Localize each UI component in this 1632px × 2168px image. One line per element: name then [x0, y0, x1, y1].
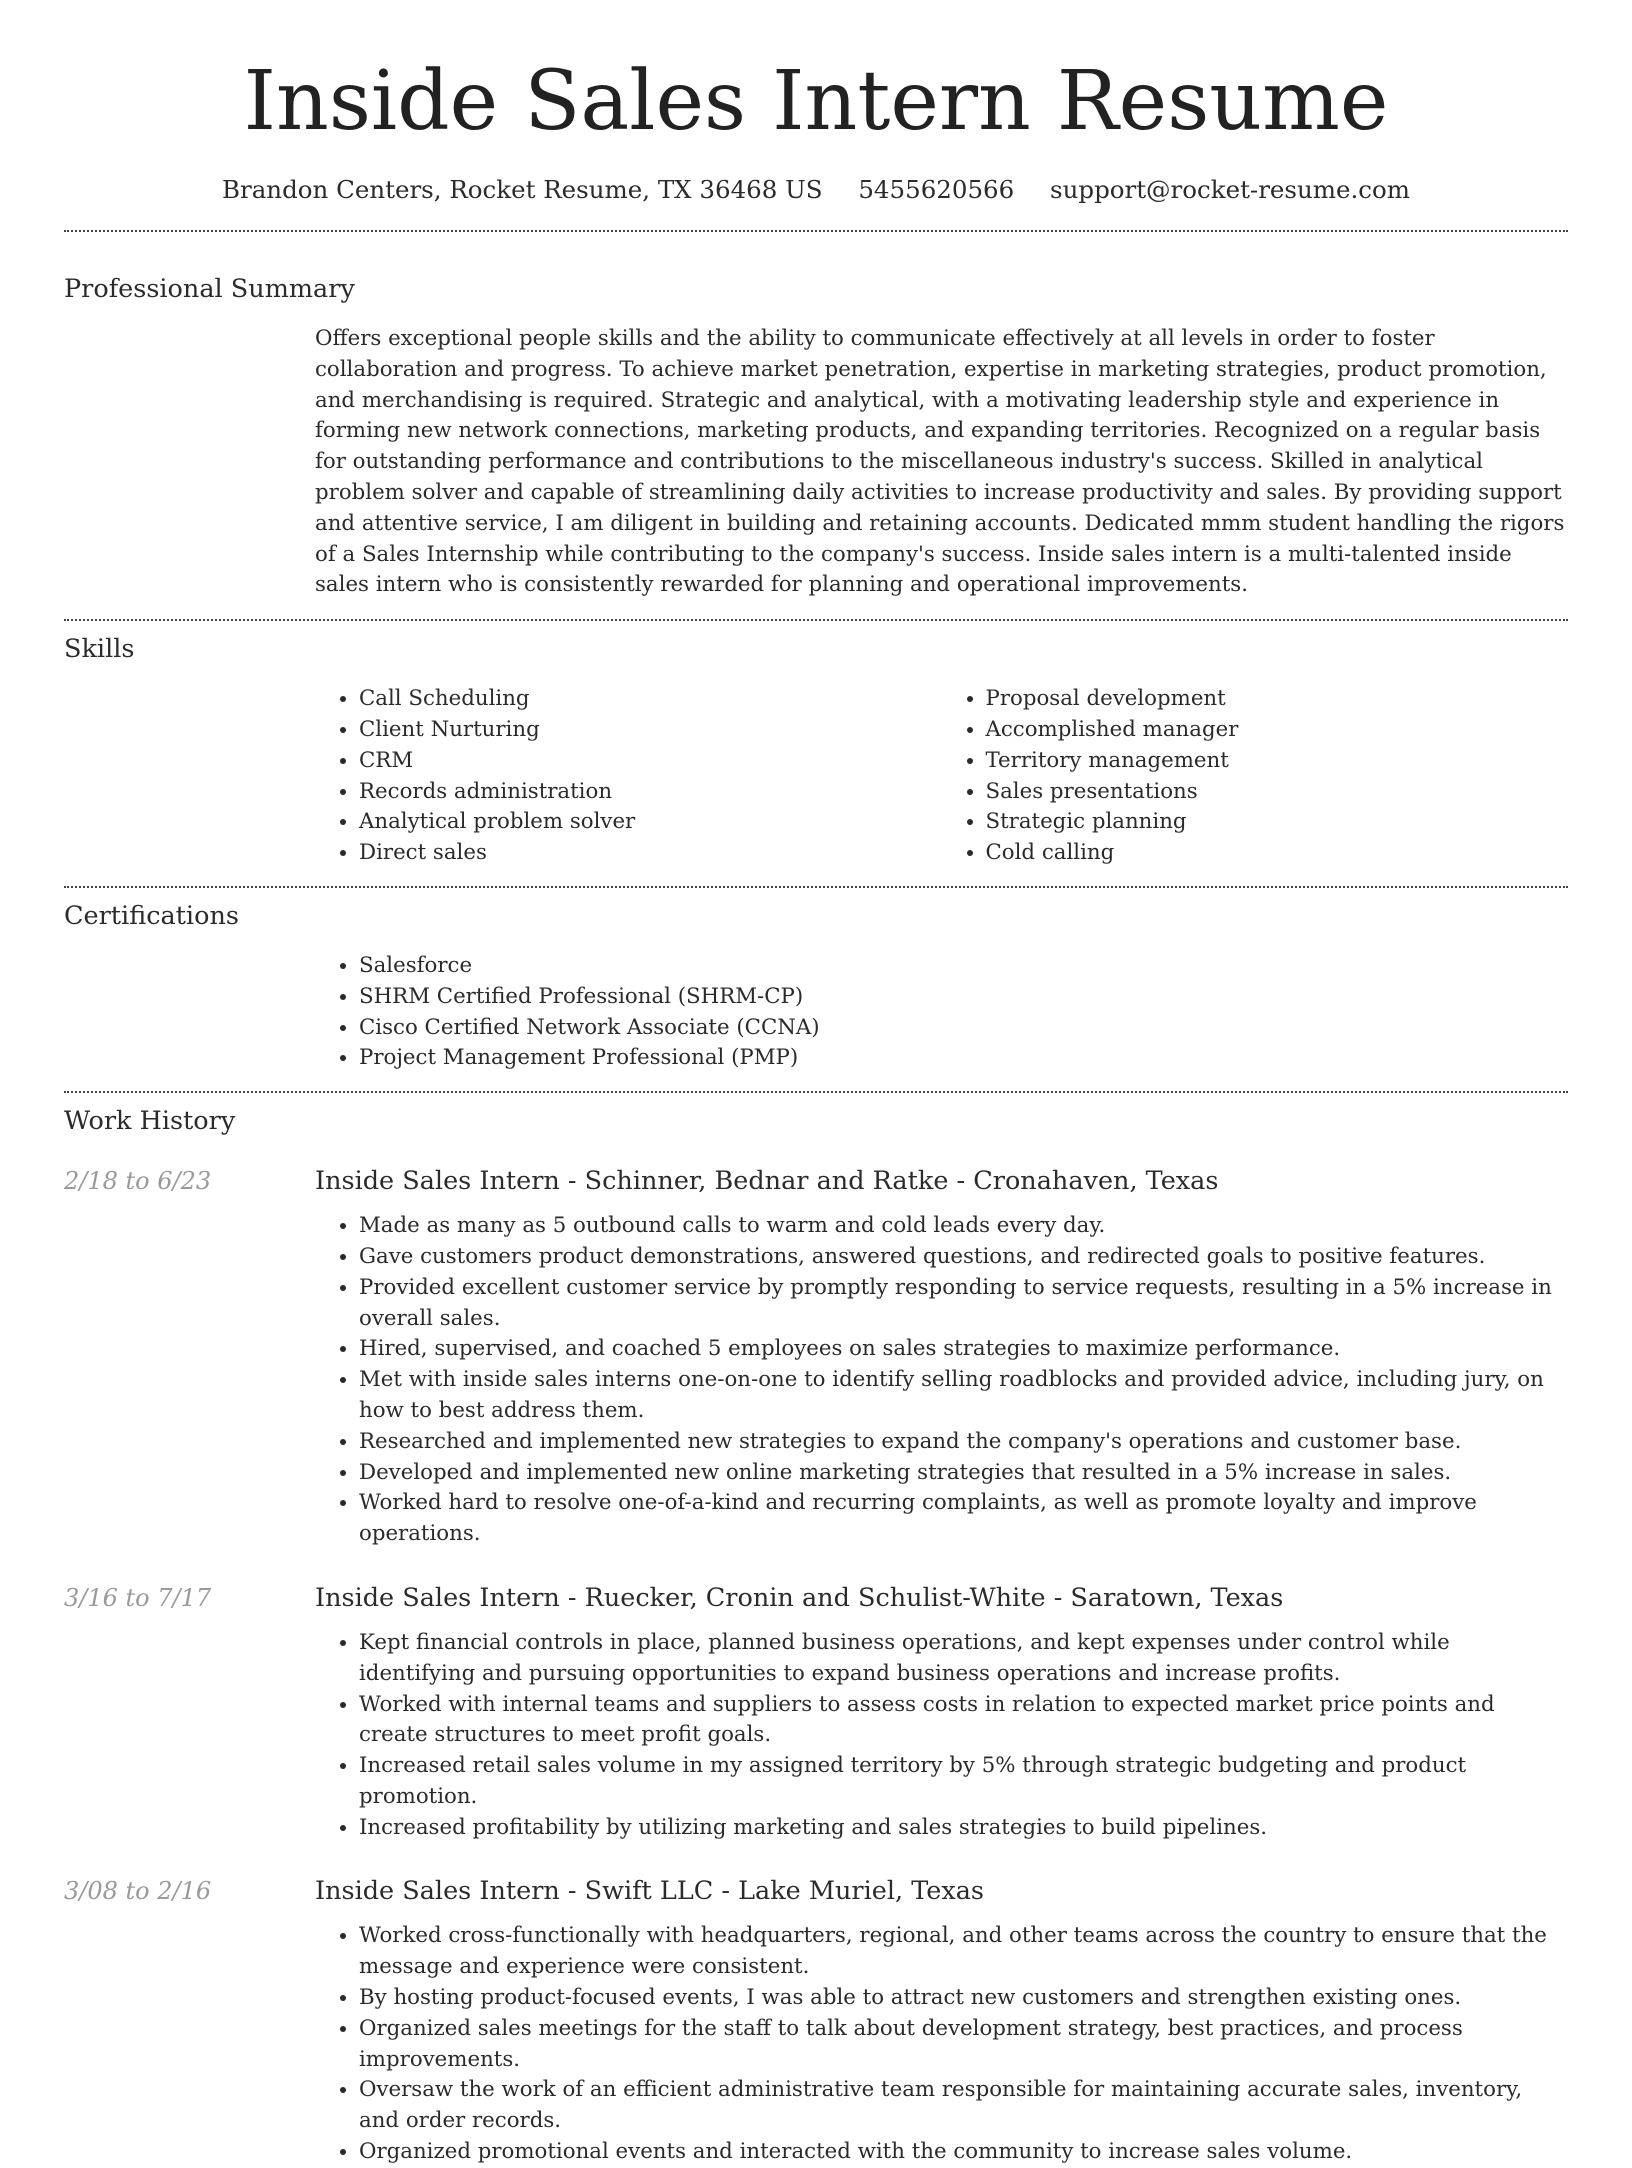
job-bullet: • Organized promotional events and interacted with the community to increase sales volume. — [359, 2137, 1568, 2168]
job-bullet: • Developed and implemented new online marketing strategies that resulted in a 5% increase in sales. — [359, 1458, 1568, 1489]
job-title: Inside Sales Intern - Schinner, Bednar and Ratke - Cronahaven, Texas — [315, 1166, 1219, 1197]
skill-item: • Records administration — [359, 777, 942, 808]
summary-section — [64, 271, 1568, 601]
job-bullet: • Worked with internal teams and suppliers to assess costs in relation to expected market price points and create structures to meet profit goals. — [359, 1690, 1568, 1752]
skill-item: • Proposal development — [986, 684, 1569, 715]
skills-list — [315, 684, 1568, 869]
job-bullets — [315, 1628, 1568, 1844]
job-bullet: • Researched and implemented new strategies to expand the company's operations and customer base. — [359, 1427, 1568, 1458]
skill-item: • Call Scheduling — [359, 684, 942, 715]
job-entry — [64, 1580, 1568, 1844]
skill-item: • CRM — [359, 746, 942, 777]
skill-item: • Accomplished manager — [986, 715, 1569, 746]
job-bullets — [315, 1921, 1568, 2167]
skills-column-right — [942, 684, 1569, 869]
skill-item: • Client Nurturing — [359, 715, 942, 746]
skills-column-left — [315, 684, 942, 869]
job-dates: 3/08 to 2/16 — [64, 1877, 212, 1906]
job-bullet: • Hired, supervised, and coached 5 employees on sales strategies to maximize performance. — [359, 1334, 1568, 1365]
job-title: Inside Sales Intern - Swift LLC - Lake Muriel, Texas — [315, 1876, 985, 1907]
contact-line — [64, 172, 1568, 208]
skill-item: • Cold calling — [986, 838, 1569, 869]
certifications-list — [315, 951, 1568, 1074]
job-bullet: • Kept financial controls in place, planned business operations, and kept expenses under control while identifying and pursuing opportunities to expand business operations and increase profits. — [359, 1628, 1568, 1690]
job-bullet: • Worked cross-functionally with headquarters, regional, and other teams across the country to ensure that the message and experience were consistent. — [359, 1921, 1568, 1983]
divider — [64, 1091, 1568, 1093]
certifications-section — [64, 898, 1568, 1074]
skills-section — [64, 631, 1568, 869]
resume-page — [64, 0, 1568, 2168]
job-bullet: • Organized sales meetings for the staff to talk about development strategy, best practices, and process improvements. — [359, 2014, 1568, 2076]
work-heading: Work History — [64, 1106, 236, 1137]
certification-item: • Salesforce — [359, 951, 1568, 982]
divider — [64, 230, 1568, 232]
skills-heading: Skills — [64, 634, 135, 665]
job-bullet: • Oversaw the work of an efficient administrative team responsible for maintaining accurate sales, inventory, and order records. — [359, 2075, 1568, 2137]
summary-heading: Professional Summary — [64, 274, 355, 304]
job-bullet: • Gave customers product demonstrations, answered questions, and redirected goals to positive features. — [359, 1242, 1568, 1273]
divider — [64, 619, 1568, 621]
skill-item: • Strategic planning — [986, 807, 1569, 838]
skill-item: • Analytical problem solver — [359, 807, 942, 838]
contact-email: support@rocket-resume.com — [1050, 175, 1410, 204]
work-section — [64, 1103, 1568, 2168]
job-title: Inside Sales Intern - Ruecker, Cronin and Schulist-White - Saratown, Texas — [315, 1582, 1284, 1613]
job-entry — [64, 1163, 1568, 1550]
job-dates: 3/16 to 7/17 — [64, 1583, 212, 1612]
divider — [64, 886, 1568, 888]
summary-text: Offers exceptional people skills and the ability to communicate effectively at all levels in order to foster collaboration and progress. To achieve market penetration, expertise in marketing strategies, product promotion, and merchandising is required. Strategic and analytical, with a motivating leadership style and experience in forming new network connections, marketing products, and expanding territories. Recognized on a regular basis for outstanding performance and contributions to the miscellaneous industry's success. Skilled in analytical problem solver and capable of streamlining daily activities to increase productivity and sales. By providing support and attentive service, I am diligent in building and retaining accounts. Dedicated mmm student handling the rigors of a Sales Internship while contributing to the company's success. Inside sales intern is a multi-talented inside sales intern who is consistently rewarded for planning and operational improvements. — [315, 326, 1565, 598]
job-bullet: • Increased profitability by utilizing marketing and sales strategies to build pipelines. — [359, 1813, 1568, 1844]
job-bullet: • Worked hard to resolve one-of-a-kind and recurring complaints, as well as promote loyalty and improve operations. — [359, 1488, 1568, 1550]
resume-title: Inside Sales Intern Resume — [243, 54, 1389, 149]
skill-item: • Direct sales — [359, 838, 942, 869]
certification-item: • Cisco Certified Network Associate (CCNA) — [359, 1013, 1568, 1044]
certification-item: • SHRM Certified Professional (SHRM-CP) — [359, 982, 1568, 1013]
job-bullets — [315, 1211, 1568, 1550]
certification-item: • Project Management Professional (PMP) — [359, 1043, 1568, 1074]
skill-item: • Territory management — [986, 746, 1569, 777]
skill-item: • Sales presentations — [986, 777, 1569, 808]
job-bullet: • Met with inside sales interns one-on-one to identify selling roadblocks and provided advice, including jury, on how to best address them. — [359, 1365, 1568, 1427]
job-bullet: • Made as many as 5 outbound calls to warm and cold leads every day. — [359, 1211, 1568, 1242]
contact-address: Brandon Centers, Rocket Resume, TX 36468 US — [221, 175, 823, 204]
job-bullet: • By hosting product-focused events, I was able to attract new customers and strengthen existing ones. — [359, 1983, 1568, 2014]
job-bullet: • Provided excellent customer service by promptly responding to service requests, resulting in a 5% increase in overall sales. — [359, 1273, 1568, 1335]
certifications-heading: Certifications — [64, 900, 239, 931]
job-entry — [64, 1873, 1568, 2167]
job-bullet: • Increased retail sales volume in my assigned territory by 5% through strategic budgeting and product promotion. — [359, 1751, 1568, 1813]
job-dates: 2/18 to 6/23 — [64, 1167, 212, 1196]
contact-phone: 5455620566 — [858, 175, 1015, 204]
